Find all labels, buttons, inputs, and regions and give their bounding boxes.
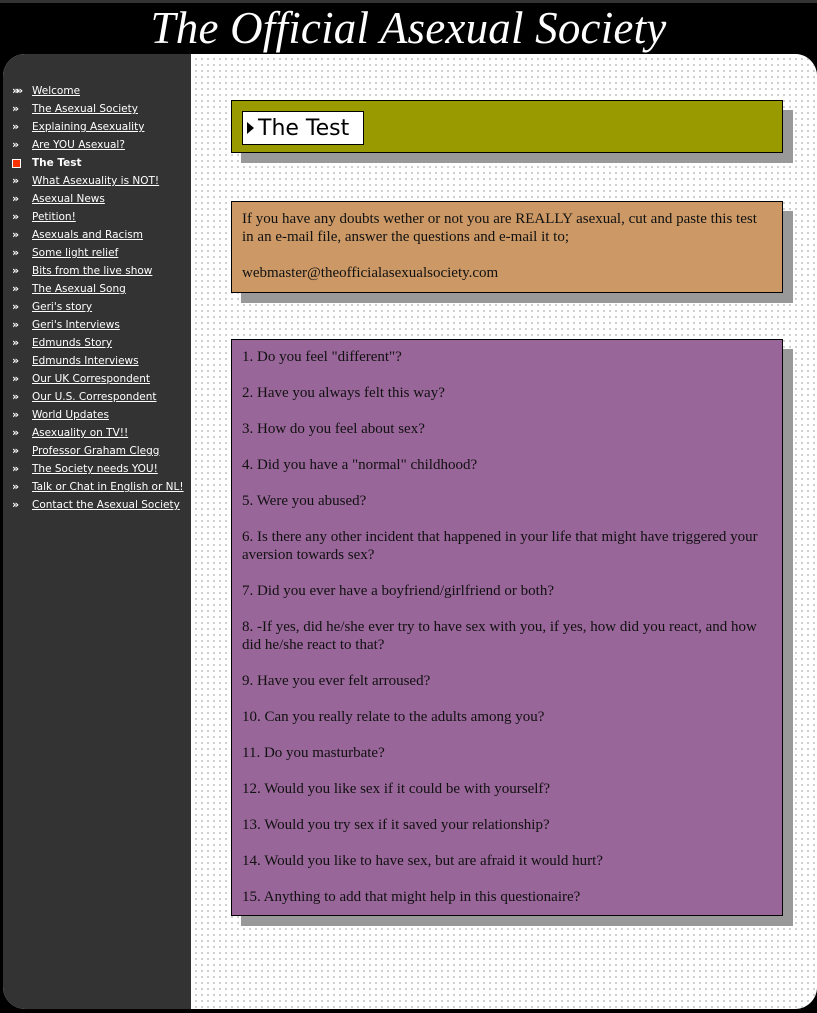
sidebar-link-our-us-correspondent[interactable]: Our U.S. Correspondent	[32, 391, 157, 403]
double-chevron-right-icon: »	[12, 426, 18, 439]
sidebar-item-asexuality-on-tv[interactable]	[12, 424, 184, 442]
sidebar-item-what-asexuality-is-not[interactable]	[12, 172, 184, 190]
sidebar-item-edmunds-story[interactable]	[12, 334, 184, 352]
question-item: 4. Did you have a "normal" childhood?	[242, 457, 478, 473]
sidebar-item-the-test	[12, 154, 184, 172]
question-item: 13. Would you try sex if it saved your relationship?	[242, 817, 550, 833]
question-item: 2. Have you always felt this way?	[242, 385, 445, 401]
sidebar-item-our-us-correspondent[interactable]	[12, 388, 184, 406]
sidebar-link-the-asexual-society[interactable]: The Asexual Society	[32, 103, 138, 115]
sidebar-item-the-asexual-society[interactable]	[12, 100, 184, 118]
question-item: 1. Do you feel "different"?	[242, 349, 402, 365]
main-content	[191, 54, 817, 1009]
sidebar-link-professor-graham-clegg[interactable]: Professor Graham Clegg	[32, 445, 160, 457]
sidebar-item-welcome[interactable]	[12, 82, 184, 100]
sidebar-item-our-uk-correspondent[interactable]	[12, 370, 184, 388]
question-item: 12. Would you like sex if it could be with yourself?	[242, 781, 551, 797]
questions-box	[231, 339, 783, 916]
double-chevron-right-icon: »	[12, 444, 18, 457]
double-chevron-right-icon: »	[12, 498, 18, 511]
sidebar-current-label: The Test	[32, 157, 82, 169]
triangle-right-icon	[247, 122, 254, 134]
sidebar-item-explaining-asexuality[interactable]	[12, 118, 184, 136]
double-chevron-right-icon: »	[12, 264, 18, 277]
intro-text: If you have any doubts wether or not you are REALLY asexual, cut and paste this test in an e-mail file, answer the questions and e-mail it to;	[242, 211, 757, 245]
double-chevron-right-icon: »	[12, 138, 18, 151]
sidebar-item-the-asexual-song[interactable]	[12, 280, 184, 298]
sidebar-item-edmunds-interviews[interactable]	[12, 352, 184, 370]
sidebar-item-geris-story[interactable]	[12, 298, 184, 316]
sidebar-item-bits-from-the-live-show[interactable]	[12, 262, 184, 280]
double-chevron-right-icon: »	[12, 120, 18, 133]
double-chevron-right-icon: »	[12, 372, 18, 385]
sidebar-link-contact[interactable]: Contact the Asexual Society	[32, 499, 180, 511]
question-item: 11. Do you masturbate?	[242, 745, 385, 761]
double-chevron-right-icon: »	[16, 84, 22, 97]
sidebar-link-bits-from-the-live-show[interactable]: Bits from the live show	[32, 265, 153, 277]
sidebar-link-our-uk-correspondent[interactable]: Our UK Correspondent	[32, 373, 151, 385]
sidebar-item-geris-interviews[interactable]	[12, 316, 184, 334]
double-chevron-right-icon: »	[12, 354, 18, 367]
page-title-box	[231, 100, 783, 153]
double-chevron-right-icon: »	[12, 462, 18, 475]
sidebar-link-geris-interviews[interactable]: Geri's Interviews	[32, 319, 120, 331]
sidebar-link-explaining-asexuality[interactable]: Explaining Asexuality	[32, 121, 145, 133]
page-title-text: The Test	[258, 115, 350, 141]
sidebar	[3, 54, 191, 1009]
red-square-icon	[12, 159, 21, 168]
sidebar-item-contact[interactable]	[12, 496, 184, 514]
sidebar-link-edmunds-story[interactable]: Edmunds Story	[32, 337, 113, 349]
sidebar-link-geris-story[interactable]: Geri's story	[32, 301, 93, 313]
double-chevron-right-icon: »	[12, 480, 18, 493]
sidebar-link-talk-or-chat[interactable]: Talk or Chat in English or NL!	[32, 481, 184, 493]
double-chevron-right-icon: »	[12, 408, 18, 421]
sidebar-item-asexuals-and-racism[interactable]	[12, 226, 184, 244]
double-chevron-right-icon: »	[12, 228, 18, 241]
sidebar-item-professor-graham-clegg[interactable]	[12, 442, 184, 460]
questions-list	[242, 348, 772, 906]
sidebar-link-welcome[interactable]: Welcome	[32, 85, 81, 97]
sidebar-link-some-light-relief[interactable]: Some light relief	[32, 247, 119, 259]
double-chevron-right-icon: »	[12, 102, 18, 115]
question-item: 9. Have you ever felt arroused?	[242, 673, 431, 689]
sidebar-link-the-society-needs-you[interactable]: The Society needs YOU!	[32, 463, 158, 475]
question-item: 10. Can you really relate to the adults among you?	[242, 709, 545, 725]
sidebar-link-world-updates[interactable]: World Updates	[32, 409, 109, 421]
double-chevron-right-icon: »	[12, 174, 18, 187]
double-chevron-right-icon: »	[12, 318, 18, 331]
sidebar-link-edmunds-interviews[interactable]: Edmunds Interviews	[32, 355, 139, 367]
sidebar-item-are-you-asexual[interactable]	[12, 136, 184, 154]
sidebar-item-petition[interactable]	[12, 208, 184, 226]
sidebar-link-asexual-news[interactable]: Asexual News	[32, 193, 105, 205]
site-title: The Official Asexual Society	[150, 3, 667, 53]
question-item: 5. Were you abused?	[242, 493, 367, 509]
sidebar-item-talk-or-chat[interactable]	[12, 478, 184, 496]
double-chevron-right-icon: »	[12, 336, 18, 349]
double-chevron-right-icon: »	[12, 300, 18, 313]
sidebar-link-the-asexual-song[interactable]: The Asexual Song	[32, 283, 126, 295]
double-chevron-right-icon: »	[12, 282, 18, 295]
question-item: 8. -If yes, did he/she ever try to have sex with you, if yes, how did you react, and how did he/she react to that?	[242, 619, 757, 653]
double-chevron-right-icon: »	[12, 210, 18, 223]
question-item: 6. Is there any other incident that happened in your life that might have triggered your aversion towards sex?	[242, 529, 758, 563]
sidebar-link-what-asexuality-is-not[interactable]: What Asexuality is NOT!	[32, 175, 160, 187]
sidebar-item-asexual-news[interactable]	[12, 190, 184, 208]
contact-email: webmaster@theofficialasexualsociety.com	[242, 265, 499, 281]
question-item: 3. How do you feel about sex?	[242, 421, 425, 437]
question-item: 7. Did you ever have a boyfriend/girlfriend or both?	[242, 583, 554, 599]
question-item: 15. Anything to add that might help in this questionaire?	[242, 889, 581, 905]
sidebar-item-some-light-relief[interactable]	[12, 244, 184, 262]
sidebar-nav	[12, 82, 184, 514]
page-title	[242, 111, 364, 145]
question-item: 14. Would you like to have sex, but are afraid it would hurt?	[242, 853, 603, 869]
sidebar-link-asexuals-and-racism[interactable]: Asexuals and Racism	[32, 229, 143, 241]
double-chevron-right-icon: »	[12, 246, 18, 259]
sidebar-item-the-society-needs-you[interactable]	[12, 460, 184, 478]
sidebar-link-petition[interactable]: Petition!	[32, 211, 76, 223]
intro-box	[231, 201, 783, 293]
double-chevron-right-icon: »	[12, 192, 18, 205]
sidebar-item-world-updates[interactable]	[12, 406, 184, 424]
double-chevron-right-icon: »	[12, 84, 18, 97]
sidebar-link-are-you-asexual[interactable]: Are YOU Asexual?	[32, 139, 125, 151]
sidebar-link-asexuality-on-tv[interactable]: Asexuality on TV!!	[32, 427, 129, 439]
double-chevron-right-icon: »	[12, 390, 18, 403]
page-frame	[3, 54, 817, 1009]
